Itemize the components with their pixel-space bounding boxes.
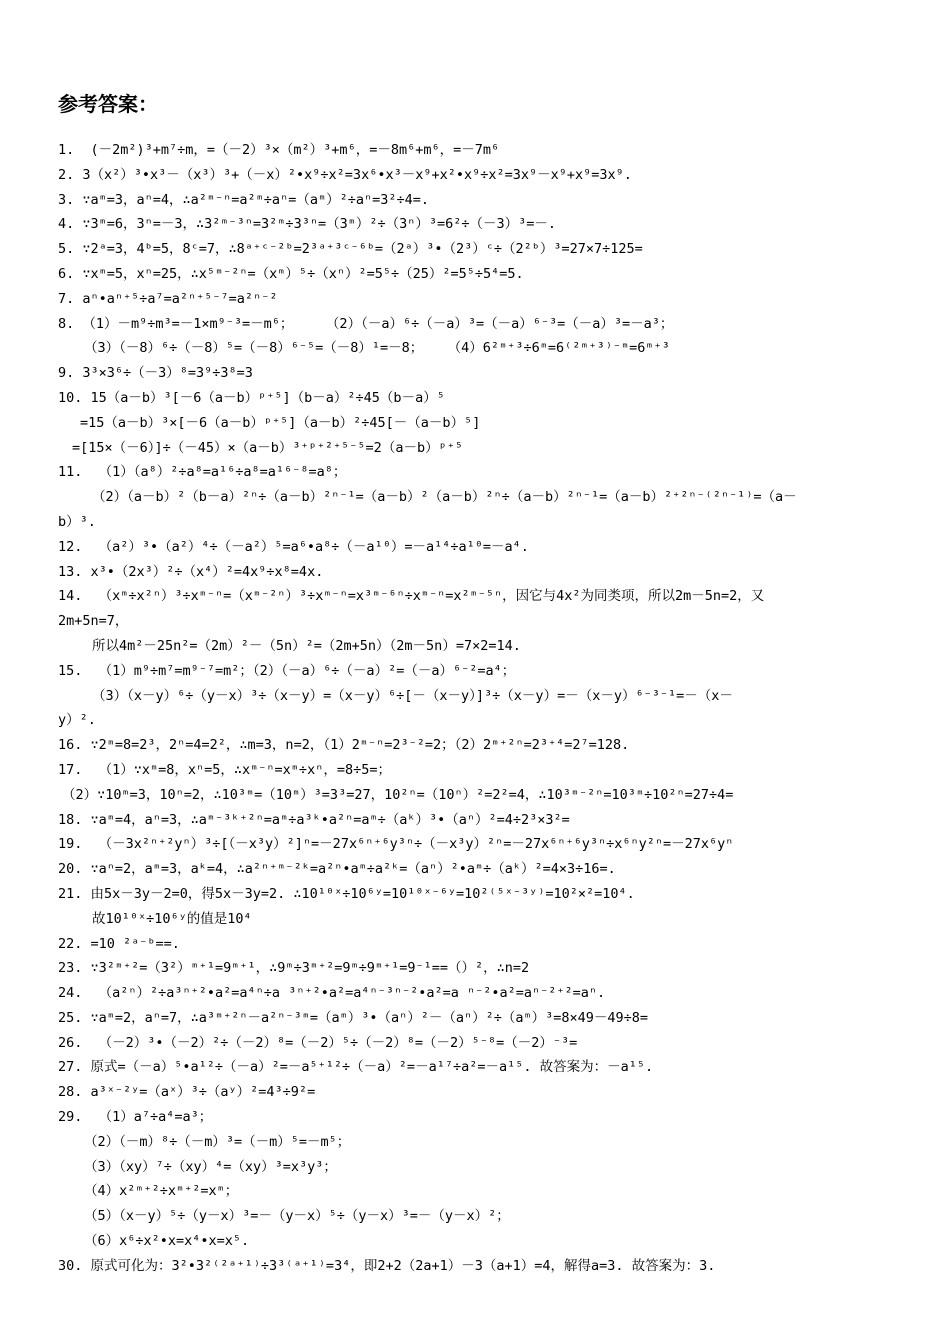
answer-line: 15. （1）m⁹÷m⁷=m⁹⁻⁷=m²；（2）（－a）⁶÷（－a）²=（－a）⁶⁻²=a⁴； — [58, 662, 516, 679]
answer-line: 18. ∵aᵐ=4，aⁿ=3，∴aᵐ⁻³ᵏ⁺²ⁿ=aᵐ÷a³ᵏ•a²ⁿ=aᵐ÷（aᵏ）³•（aⁿ）²=4÷2³×3²= — [58, 811, 570, 828]
answer-line: 16. ∵2ᵐ=8=2³，2ⁿ=4=2²，∴m=3，n=2，（1）2ᵐ⁻ⁿ=2³⁻²=2；（2）2ᵐ⁺²ⁿ=2³⁺⁴=2⁷=128. — [58, 737, 630, 754]
answer-line: 19. （－3x²ⁿ⁺²yⁿ）³÷[（－x³y）²]ⁿ=－27x⁶ⁿ⁺⁶y³ⁿ÷（－x³y）²ⁿ=－27x⁶ⁿ⁺⁶y³ⁿ÷x⁶ⁿy²ⁿ=－27x⁶yⁿ — [58, 836, 734, 853]
answer-line: 8. （1）－m⁹÷m³=－1×m⁹⁻³=－m⁶； （2）（－a）⁶÷（－a）³=（－a）⁶⁻³=（－a）³=－a³； — [58, 315, 674, 332]
answer-line: 21. 由5x－3y－2=0，得5x－3y=2. ∴10¹⁰ˣ÷10⁶ʸ=10¹⁰ˣ⁻⁶ʸ=10²⁽⁵ˣ⁻³ʸ⁾=10²×²=10⁴. — [58, 885, 635, 902]
answer-line: （3）（xy）⁷÷（xy）⁴=（xy）³=x³y³； — [84, 1158, 337, 1175]
answer-line: 6. ∵xᵐ=5，xⁿ=25，∴x⁵ᵐ⁻²ⁿ=（xᵐ）⁵÷（xⁿ）²=5⁵÷（25）²=5⁵÷5⁴=5. — [58, 265, 524, 282]
answer-line: 28. a³ˣ⁻²ʸ=（aˣ）³÷（aʸ）²=4³÷9²= — [58, 1084, 316, 1101]
answer-line: 22. =10 ²ᵃ⁻ᵇ==. — [58, 935, 180, 952]
answer-line: （5）（x－y）⁵÷（y－x）³=－（y－x）⁵÷（y－x）³=－（y－x）²； — [84, 1208, 510, 1225]
answer-line: 所以4m²－25n²=（2m）²－（5n）²=（2m+5n）（2m－5n）=7×2=14. — [92, 637, 521, 654]
answer-line: 5. ∵2ᵃ=3，4ᵇ=5，8ᶜ=7，∴8ᵃ⁺ᶜ⁻²ᵇ=2³ᵃ⁺³ᶜ⁻⁶ᵇ=（2ᵃ）³•（2³）ᶜ÷（2²ᵇ）³=27×7÷125= — [58, 241, 643, 258]
answer-line: 27. 原式=（－a）⁵•a¹²÷（－a）²=－a⁵⁺¹²÷（－a）²=－a¹⁷÷a²=－a¹⁵. 故答案为：－a¹⁵. — [58, 1059, 654, 1076]
answer-line: =[15×（－6）]÷（－45）×（a－b）³⁺ᵖ⁺²⁺⁵⁻⁵=2（a－b）ᵖ⁺⁵ — [72, 439, 463, 456]
answer-line: 10. 15（a－b）³[－6（a－b）ᵖ⁺⁵]（b－a）²÷45（b－a）⁵ — [58, 389, 445, 406]
answer-line: （2）（a－b）²（b－a）²ⁿ÷（a－b）²ⁿ⁻¹=（a－b）²（a－b）²ⁿ÷（a－b）²ⁿ⁻¹=（a－b）²⁺²ⁿ⁻⁽²ⁿ⁻¹⁾=（a－ — [92, 489, 797, 506]
answer-line: 13. x³•（2x³）²÷（x⁴）²=4x⁹÷x⁸=4x. — [58, 563, 324, 580]
answer-line: 14. （xᵐ÷x²ⁿ）³÷xᵐ⁻ⁿ=（xᵐ⁻²ⁿ）³÷xᵐ⁻ⁿ=x³ᵐ⁻⁶ⁿ÷xᵐ⁻ⁿ=x²ᵐ⁻⁵ⁿ，因它与4x²为同类项，所以2m－5n=2，又 — [58, 588, 765, 605]
answer-line: b）³. — [58, 513, 96, 530]
answer-line: 9. 3³×3⁶÷（－3）⁸=3⁹÷3⁸=3 — [58, 365, 253, 382]
answer-line: =15（a－b）³×[－6（a－b）ᵖ⁺⁵]（a－b）²÷45[－（a－b）⁵] — [80, 414, 481, 431]
answer-line: 12. （a²）³•（a²）⁴÷（－a²）⁵=a⁶•a⁸÷（－a¹⁰）=－a¹⁴÷a¹⁰=－a⁴. — [58, 538, 529, 555]
answer-line: 3. ∵aᵐ=3，aⁿ=4，∴a²ᵐ⁻ⁿ=a²ᵐ÷aⁿ=（aᵐ）²÷aⁿ=3²÷4=. — [58, 191, 429, 208]
answer-line: （6）x⁶÷x²•x=x⁴•x=x⁵. — [84, 1233, 250, 1250]
answer-line: 30. 原式可化为：3²•3²⁽²ᵃ⁺¹⁾÷3³⁽ᵃ⁺¹⁾=3⁴，即2+2（2a+1）－3（a+1）=4，解得a=3. 故答案为：3. — [58, 1257, 716, 1274]
answer-line: 26. （－2）³•（－2）²÷（－2）⁸=（－2）⁵÷（－2）⁸=（－2）⁵⁻⁸=（－2）⁻³= — [58, 1034, 578, 1051]
answer-line: （2）∵10ᵐ=3，10ⁿ=2，∴10³ᵐ=（10ᵐ）³=3³=27，10²ⁿ=（10ⁿ）²=2²=4，∴10³ᵐ⁻²ⁿ=10³ᵐ÷10²ⁿ=27÷4= — [62, 786, 734, 803]
answer-line: （4）x²ᵐ⁺²÷xᵐ⁺²=xᵐ； — [84, 1183, 239, 1200]
answer-line: 2. 3（x²）³•x³－（x³）³+（－x）²•x⁹÷x²=3x⁶•x³－x⁹+x²•x⁹÷x²=3x⁹－x⁹+x⁹=3x⁹. — [58, 166, 632, 183]
answer-line: 1. (－2m²)³+m⁷÷m，=（－2）³×（m²）³+m⁶，=－8m⁶+m⁶，=－7m⁶ — [58, 142, 500, 158]
answer-line: 23. ∵3²ᵐ⁺²=（3²）ᵐ⁺¹=9ᵐ⁺¹，∴9ᵐ÷3ᵐ⁺²=9ᵐ÷9ᵐ⁺¹=9⁻¹==（）²，∴n=2 — [58, 960, 530, 977]
answer-line: 4. ∵3ᵐ=6，3ⁿ=－3，∴3²ᵐ⁻³ⁿ=3²ᵐ÷3³ⁿ=（3ᵐ）²÷（3ⁿ）³=6²÷（－3）³=－. — [58, 216, 556, 233]
answer-line: 29. （1）a⁷÷a⁴=a³； — [58, 1109, 213, 1126]
answer-line: （3）（x－y）⁶÷（y－x）³÷（x－y）=（x－y）⁶÷[－（x－y）]³÷（x－y）=－（x－y）⁶⁻³⁻¹=－（x－ — [92, 687, 733, 704]
answer-line: 2m+5n=7， — [58, 613, 129, 630]
answer-line: （2）（－m）⁸÷（－m）³=（－m）⁵=－m⁵； — [84, 1133, 351, 1150]
answer-line: 故10¹⁰ˣ÷10⁶ʸ的值是10⁴ — [92, 910, 252, 927]
answer-line: 11. （1）（a⁸）²÷a⁸=a¹⁶÷a⁸=a¹⁶⁻⁸=a⁸； — [58, 464, 347, 481]
answer-line: y）². — [58, 712, 96, 729]
answer-list — [58, 138, 918, 1279]
answer-line: 24. （a²ⁿ）²÷a³ⁿ⁺²•a²=a⁴ⁿ÷a ³ⁿ⁺²•a²=a⁴ⁿ⁻³ⁿ⁻²•a²=a ⁿ⁻²•a²=aⁿ⁻²⁺²=aⁿ. — [58, 985, 606, 1002]
answer-line: 25. ∵aᵐ=2，aⁿ=7，∴a³ᵐ⁺²ⁿ－a²ⁿ⁻³ᵐ=（aᵐ）³•（aⁿ）²－（aⁿ）²÷（aᵐ）³=8×49－49÷8= — [58, 1009, 649, 1026]
answer-line: 20. ∵aⁿ=2，aᵐ=3，aᵏ=4，∴a²ⁿ⁺ᵐ⁻²ᵏ=a²ⁿ•aᵐ÷a²ᵏ=（aⁿ）²•aᵐ÷（aᵏ）²=4×3÷16=. — [58, 861, 616, 878]
answer-line: （3）（－8）⁶÷（－8）⁵=（－8）⁶⁻⁵=（－8）¹=－8； （4）6²ᵐ⁺³÷6ᵐ=6⁽²ᵐ⁺³⁾⁻ᵐ=6ᵐ⁺³ — [84, 340, 670, 357]
answer-line: 7. aⁿ•aⁿ⁺⁵÷a⁷=a²ⁿ⁺⁵⁻⁷=a²ⁿ⁻² — [58, 290, 278, 307]
answer-line: 17. （1）∵xᵐ=8，xⁿ=5，∴xᵐ⁻ⁿ=xᵐ÷xⁿ，=8÷5=； — [58, 761, 391, 778]
page-title: 参考答案： — [58, 92, 158, 116]
